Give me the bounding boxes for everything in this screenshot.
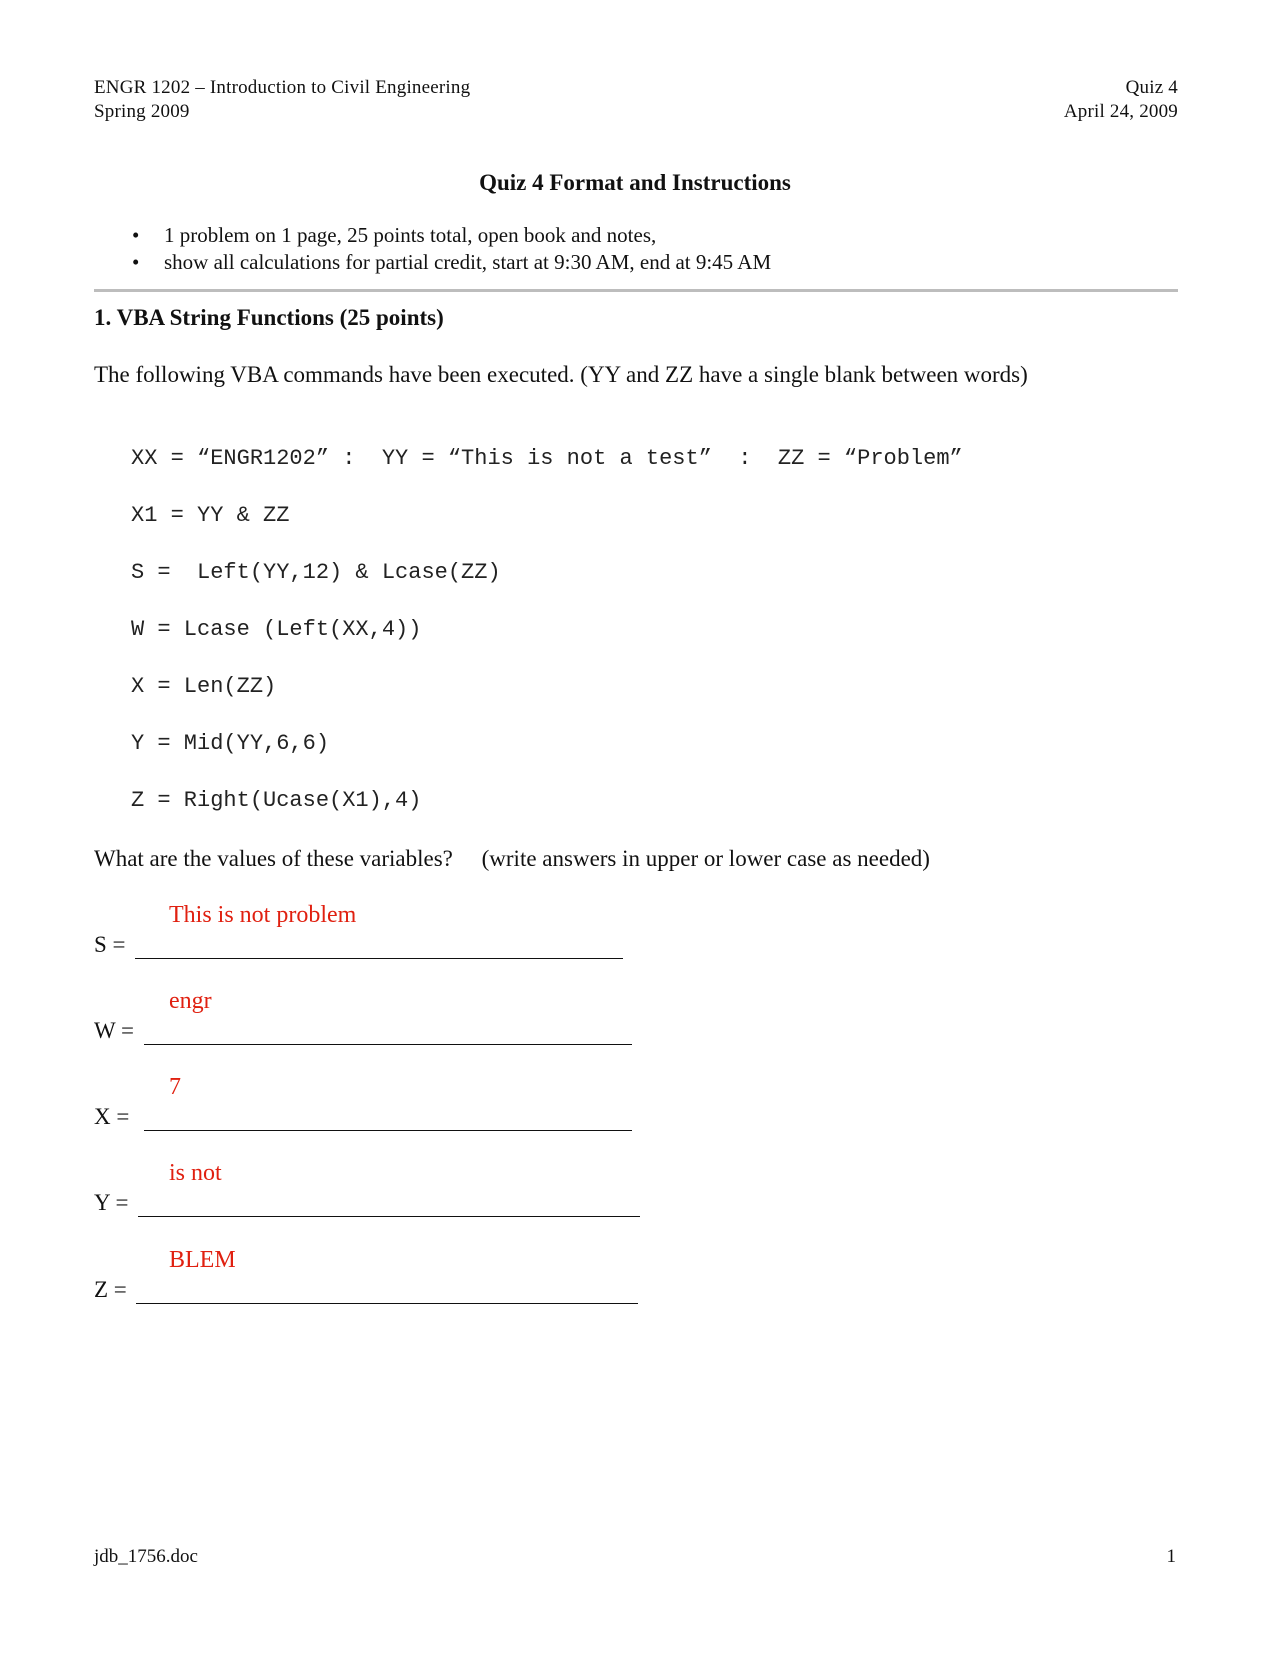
answer-y-line xyxy=(138,1216,640,1217)
answer-w-label: W = xyxy=(94,1018,135,1043)
course-title: ENGR 1202 – Introduction to Civil Engineering xyxy=(94,77,471,98)
answer-w-value: engr xyxy=(169,988,212,1014)
term: Spring 2009 xyxy=(94,101,190,122)
answer-x-line xyxy=(144,1130,632,1131)
bullet-icon: • xyxy=(132,223,140,247)
code-line: W = Lcase (Left(XX,4)) xyxy=(131,617,422,642)
instructions-list xyxy=(94,222,771,276)
instruction-item xyxy=(94,222,771,249)
instruction-text: show all calculations for partial credit, start at 9:30 AM, end at 9:45 AM xyxy=(164,250,772,274)
bullet-icon: • xyxy=(132,250,140,274)
code-line: S = Left(YY,12) & Lcase(ZZ) xyxy=(131,560,501,585)
page-title: Quiz 4 Format and Instructions xyxy=(479,170,791,195)
answer-z-value: BLEM xyxy=(169,1247,236,1273)
section-title: 1. VBA String Functions (25 points) xyxy=(94,305,444,330)
answer-z-line xyxy=(136,1303,638,1304)
answer-z-label: Z = xyxy=(94,1277,127,1302)
answer-s-label: S = xyxy=(94,932,126,957)
answer-s-line xyxy=(135,958,623,959)
question-text: What are the values of these variables? (write answers in upper or lower case as needed) xyxy=(94,846,930,871)
code-line: Y = Mid(YY,6,6) xyxy=(131,731,330,756)
answer-w-line xyxy=(144,1044,632,1045)
divider xyxy=(94,289,1178,292)
intro-text: The following VBA commands have been executed. (YY and ZZ have a single blank between words) xyxy=(94,362,1028,387)
quiz-label: Quiz 4 xyxy=(1125,77,1178,98)
footer-filename: jdb_1756.doc xyxy=(94,1546,198,1567)
answer-x-label: X = xyxy=(94,1104,130,1129)
answer-y-label: Y = xyxy=(94,1190,129,1215)
answer-y-value: is not xyxy=(169,1160,222,1186)
code-line: X1 = YY & ZZ xyxy=(131,503,290,528)
instruction-text: 1 problem on 1 page, 25 points total, open book and notes, xyxy=(164,223,657,247)
code-line: XX = “ENGR1202” : YY = “This is not a test” : ZZ = “Problem” xyxy=(131,446,963,471)
answer-s-value: This is not problem xyxy=(169,902,357,928)
code-line: Z = Right(Ucase(X1),4) xyxy=(131,788,422,813)
code-line: X = Len(ZZ) xyxy=(131,674,277,699)
quiz-date: April 24, 2009 xyxy=(1063,101,1178,122)
page-number: 1 xyxy=(1166,1546,1176,1567)
instruction-item xyxy=(94,249,771,276)
answer-x-value: 7 xyxy=(169,1074,181,1100)
